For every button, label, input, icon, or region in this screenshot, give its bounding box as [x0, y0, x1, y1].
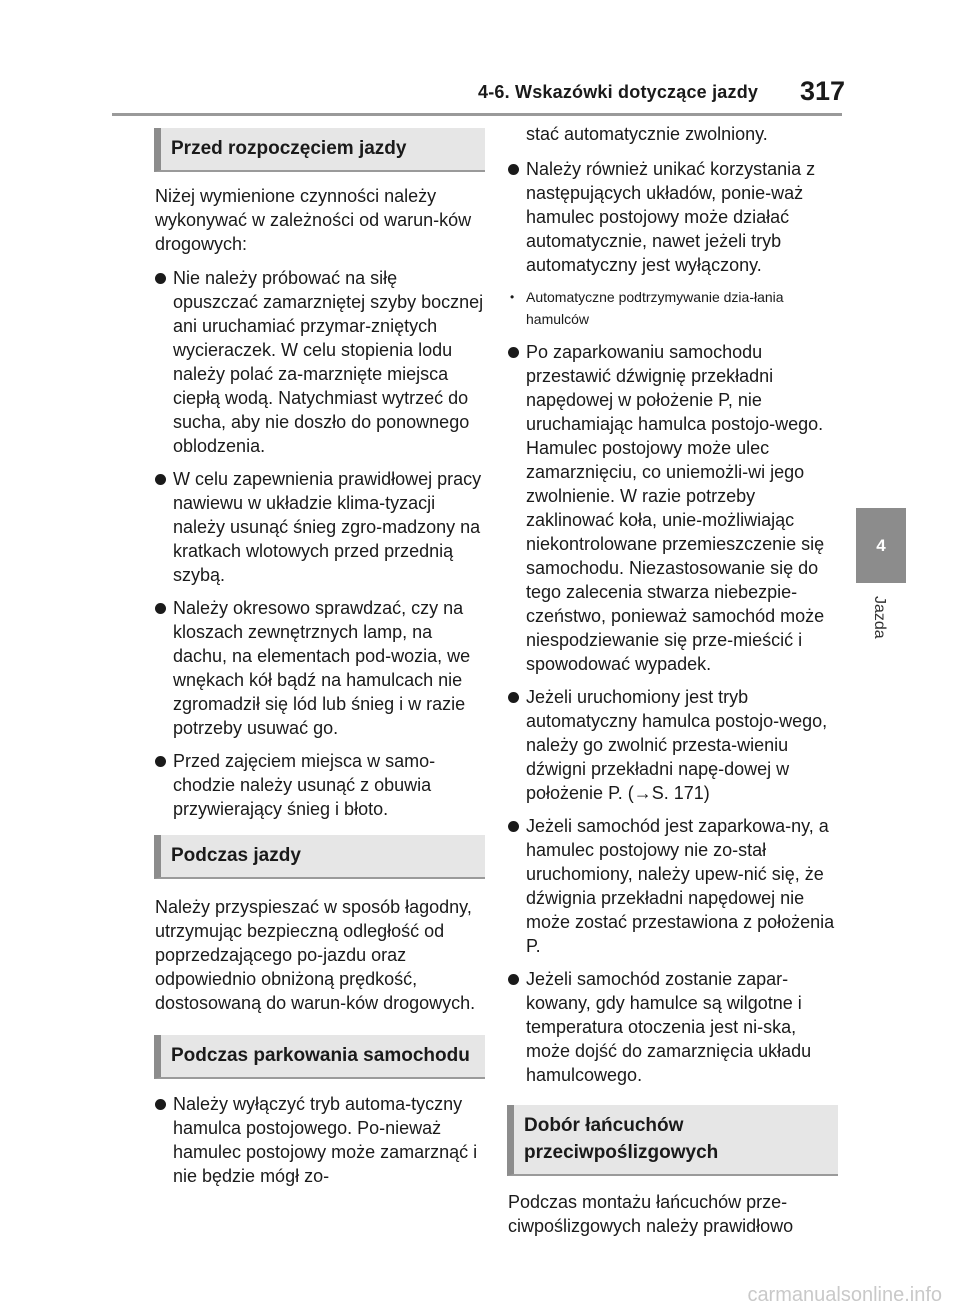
- section-intro-while-driving: Należy przyspieszać w sposób łagodny, utrzymując bezpieczną odległość od poprzedzającego po-jazdu oraz odpowiednio obniżoną prędkość, dostosowaną do warun-ków drogowych.: [155, 897, 476, 1013]
- list-item: Jeżeli samochód jest zaparkowa-ny, a hamulec postojowy nie zo-stał uruchomiony, należy upew-nić się, że dźwignia przekładni napędowej nie może zostać przestawiona z położenia P.: [508, 814, 838, 958]
- page-number: 317: [800, 76, 846, 106]
- chapter-label: [862, 596, 902, 656]
- section-heading-snow-chains: Dobór łańcuchów przeciwpoślizgowych: [507, 1105, 838, 1176]
- list-item: Jeżeli samochód zostanie zapar-kowany, gdy hamulce są wilgotne i temperatura otoczenia jest ni-ska, może dojść do zamarznięcia układu hamulcowego.: [508, 967, 838, 1087]
- list-item: Jeżeli uruchomiony jest tryb automatyczny hamulca postojo-wego, należy go zwolnić przesta-wieniu dźwigni przekładni napę-dowej w położenie P. (→S. 171): [508, 685, 838, 805]
- list-item: W celu zapewnienia prawidłowej pracy nawiewu w układzie klima-tyzacji należy usunąć śnieg zgro-madzony na kratkach wlotowych przed przednią szybą.: [155, 467, 485, 587]
- left-column: [155, 128, 485, 1197]
- sub-bullet-list: [508, 286, 838, 330]
- section-heading-while-driving: Podczas jazdy: [154, 835, 485, 879]
- section-heading-parking: Podczas parkowania samochodu: [154, 1035, 485, 1079]
- bullet-list-right-b: [508, 340, 838, 1087]
- chapter-tab: [856, 508, 906, 583]
- list-item: Nie należy próbować na siłę opuszczać zamarzniętej szyby bocznej ani uruchamiać przymar-zniętych wycieraczek. W celu stopienia lodu należy polać za-marznięte miejsca ciepłą wodą. Natychmiast wytrzeć do sucha, aby nie doszło do ponownego oblodzenia.: [155, 266, 485, 458]
- bullet-list-before-driving: [155, 266, 485, 821]
- list-item: Należy również unikać korzystania z następujących układów, ponie-waż hamulec postojowy może działać automatycznie, nawet jeżeli tryb automatyczny jest wyłączony.: [508, 157, 838, 277]
- right-column: [508, 122, 838, 1238]
- bullet-list-right-a: [508, 157, 838, 277]
- watermark: carmanualsonline.info: [747, 1284, 942, 1306]
- section-intro-snow-chains: Podczas montażu łańcuchów prze-ciwpoślizgowych należy prawidłowo: [508, 1192, 794, 1236]
- list-item: Po zaparkowaniu samochodu przestawić dźwignię przekładni napędowej w położenie P, nie uruchamiając hamulca postojo-wego. Hamulec postojowy może ulec zamarznięciu, co uniemożli-wi jego zwolnienie. W razie potrzeby zaklinować koła, unie-możliwiając niekontrolowane przemieszczenie się samochodu. Niezastosowanie się do tego zalecenia stwarza niebezpie-czeństwo, ponieważ samochód może niespodziewanie się prze-mieścić i spowodować wypadek.: [508, 340, 838, 676]
- continuation-text: stać automatycznie zwolniony.: [526, 124, 768, 144]
- list-item: • Automatyczne podtrzymywanie dzia-łania hamulców: [508, 286, 838, 330]
- header-title: 4-6. Wskazówki dotyczące jazdy: [478, 82, 759, 102]
- section-intro-before-driving: Niżej wymienione czynności należy wykonywać w zależności od warun-ków drogowych:: [155, 186, 472, 254]
- bullet-list-parking: [155, 1092, 485, 1188]
- list-item: Należy okresowo sprawdzać, czy na kloszach zewnętrznych lamp, na dachu, na elementach pod-wozia, we wnękach kół bądź na hamulcach nie zgromadził się lód lub śnieg i w razie potrzeby usuwać go.: [155, 596, 485, 740]
- chapter-label-text: Jazda: [871, 596, 888, 639]
- list-item: Przed zajęciem miejsca w samo-chodzie należy usunąć z obuwia przywierający śnieg i błoto.: [155, 749, 485, 821]
- header-rule: [112, 113, 842, 116]
- section-heading-before-driving: Przed rozpoczęciem jazdy: [154, 128, 485, 172]
- chapter-number: 4: [876, 535, 886, 555]
- list-item: Należy wyłączyć tryb automa-tyczny hamulca postojowego. Po-nieważ hamulec postojowy może zamarznąć i nie będzie mógł zo-: [155, 1092, 485, 1188]
